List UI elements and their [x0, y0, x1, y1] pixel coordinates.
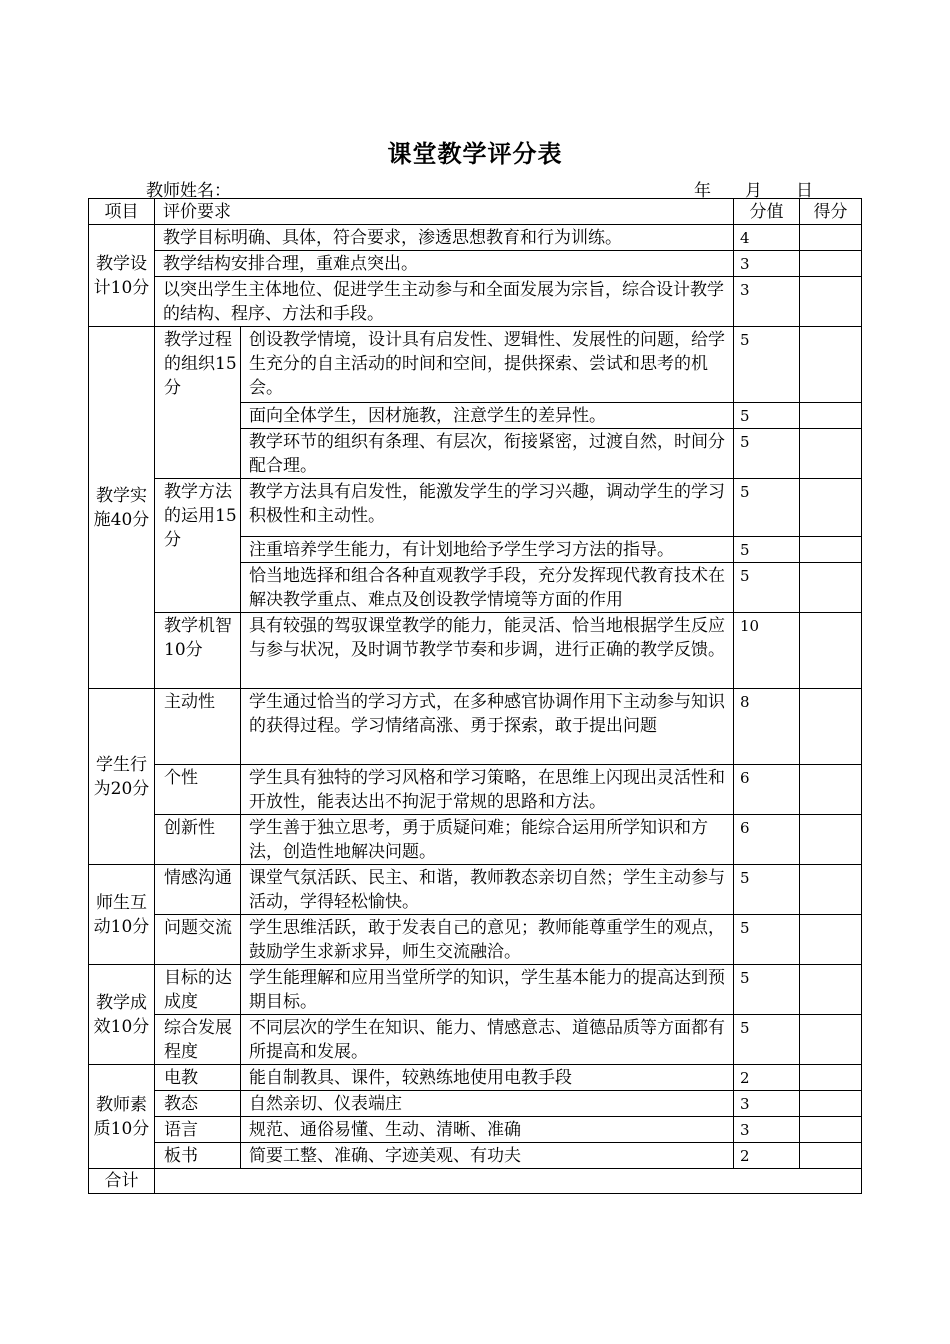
score-input-cell[interactable] — [800, 689, 862, 765]
score-input-cell[interactable] — [800, 765, 862, 815]
category-cell: 师生互动10分 — [89, 865, 155, 965]
max-score-cell: 10 — [734, 613, 800, 689]
score-input-cell[interactable] — [800, 915, 862, 965]
requirement-cell: 自然亲切、仪表端庄 — [241, 1091, 734, 1117]
max-score-cell: 6 — [734, 815, 800, 865]
subcategory-cell: 问题交流 — [155, 915, 241, 965]
requirement-cell: 具有较强的驾驭课堂教学的能力，能灵活、恰当地根据学生反应与参与状况，及时调节教学节奏和步调，进行正确的教学反馈。 — [241, 613, 734, 689]
requirement-cell: 教学目标明确、具体，符合要求，渗透思想教育和行为训练。 — [155, 225, 734, 251]
max-score-cell: 5 — [734, 327, 800, 403]
subcategory-cell: 目标的达成度 — [155, 965, 241, 1015]
category-cell: 教学实施40分 — [89, 327, 155, 689]
requirement-cell: 能自制教具、课件，较熟练地使用电教手段 — [241, 1065, 734, 1091]
subcategory-cell: 教学方法的运用15分 — [155, 479, 241, 613]
max-score-cell: 2 — [734, 1065, 800, 1091]
max-score-cell: 3 — [734, 1091, 800, 1117]
score-input-cell[interactable] — [800, 327, 862, 403]
table-row — [89, 915, 862, 965]
max-score-cell: 5 — [734, 479, 800, 537]
score-input-cell[interactable] — [800, 277, 862, 327]
subcategory-cell: 语言 — [155, 1117, 241, 1143]
requirement-cell: 教学环节的组织有条理、有层次，衔接紧密，过渡自然，时间分配合理。 — [241, 429, 734, 479]
max-score-cell: 6 — [734, 765, 800, 815]
category-cell: 教学设计10分 — [89, 225, 155, 327]
score-input-cell[interactable] — [800, 251, 862, 277]
table-row — [89, 1065, 862, 1091]
total-row — [89, 1169, 862, 1194]
subcategory-cell: 综合发展程度 — [155, 1015, 241, 1065]
table-row — [89, 765, 862, 815]
category-cell: 教师素质10分 — [89, 1065, 155, 1169]
total-input-cell[interactable] — [155, 1169, 862, 1194]
evaluation-table — [88, 198, 862, 1194]
max-score-cell: 3 — [734, 277, 800, 327]
requirement-cell: 学生具有独特的学习风格和学习策略，在思维上闪现出灵活性和开放性，能表达出不拘泥于常规的思路和方法。 — [241, 765, 734, 815]
subcategory-cell: 教态 — [155, 1091, 241, 1117]
score-input-cell[interactable] — [800, 225, 862, 251]
score-input-cell[interactable] — [800, 965, 862, 1015]
subcategory-cell: 教学过程的组织15分 — [155, 327, 241, 479]
table-row — [89, 225, 862, 251]
score-input-cell[interactable] — [800, 1091, 862, 1117]
table-row — [89, 1143, 862, 1169]
score-input-cell[interactable] — [800, 1117, 862, 1143]
date-label: 年 月 日 — [694, 181, 813, 201]
requirement-cell: 学生通过恰当的学习方式，在多种感官协调作用下主动参与知识的获得过程。学习情绪高涨、勇于探索，敢于提出问题 — [241, 689, 734, 765]
requirement-cell: 以突出学生主体地位、促进学生主动参与和全面发展为宗旨，综合设计教学的结构、程序、方法和手段。 — [155, 277, 734, 327]
subcategory-cell: 情感沟通 — [155, 865, 241, 915]
table-row — [89, 689, 862, 765]
max-score-cell: 3 — [734, 251, 800, 277]
total-label: 合计 — [89, 1169, 155, 1194]
score-input-cell[interactable] — [800, 479, 862, 537]
max-score-cell: 5 — [734, 537, 800, 563]
table-row — [89, 1015, 862, 1065]
requirement-cell: 规范、通俗易懂、生动、清晰、准确 — [241, 1117, 734, 1143]
table-row — [89, 277, 862, 327]
requirement-cell: 创设教学情境，设计具有启发性、逻辑性、发展性的问题，给学生充分的自主活动的时间和空间，提供探索、尝试和思考的机会。 — [241, 327, 734, 403]
score-input-cell[interactable] — [800, 815, 862, 865]
max-score-cell: 2 — [734, 1143, 800, 1169]
page-title: 课堂教学评分表 — [387, 139, 563, 168]
table-row — [89, 327, 862, 403]
requirement-cell: 学生善于独立思考，勇于质疑问难；能综合运用所学知识和方法，创造性地解决问题。 — [241, 815, 734, 865]
score-input-cell[interactable] — [800, 563, 862, 613]
requirement-cell: 教学结构安排合理，重难点突出。 — [155, 251, 734, 277]
header-score: 得分 — [800, 199, 862, 225]
max-score-cell: 5 — [734, 965, 800, 1015]
table-row — [89, 815, 862, 865]
subcategory-cell: 板书 — [155, 1143, 241, 1169]
requirement-cell: 学生能理解和应用当堂所学的知识，学生基本能力的提高达到预期目标。 — [241, 965, 734, 1015]
table-header-row — [89, 199, 862, 225]
max-score-cell: 3 — [734, 1117, 800, 1143]
max-score-cell: 5 — [734, 563, 800, 613]
requirement-cell: 学生思维活跃，敢于发表自己的意见；教师能尊重学生的观点，鼓励学生求新求异，师生交流融洽。 — [241, 915, 734, 965]
requirement-cell: 注重培养学生能力，有计划地给予学生学习方法的指导。 — [241, 537, 734, 563]
requirement-cell: 课堂气氛活跃、民主、和谐，教师教态亲切自然；学生主动参与活动，学得轻松愉快。 — [241, 865, 734, 915]
requirement-cell: 教学方法具有启发性，能激发学生的学习兴趣，调动学生的学习积极性和主动性。 — [241, 479, 734, 537]
score-input-cell[interactable] — [800, 537, 862, 563]
subcategory-cell: 电教 — [155, 1065, 241, 1091]
max-score-cell: 5 — [734, 403, 800, 429]
requirement-cell: 简要工整、准确、字迹美观、有功夫 — [241, 1143, 734, 1169]
max-score-cell: 5 — [734, 915, 800, 965]
max-score-cell: 5 — [734, 429, 800, 479]
max-score-cell: 5 — [734, 865, 800, 915]
max-score-cell: 4 — [734, 225, 800, 251]
requirement-cell: 恰当地选择和组合各种直观教学手段，充分发挥现代教育技术在解决教学重点、难点及创设教学情境等方面的作用 — [241, 563, 734, 613]
subcategory-cell: 创新性 — [155, 815, 241, 865]
subcategory-cell: 教学机智10分 — [155, 613, 241, 689]
score-input-cell[interactable] — [800, 429, 862, 479]
table-row — [89, 1117, 862, 1143]
score-input-cell[interactable] — [800, 1065, 862, 1091]
header-requirement: 评价要求 — [155, 199, 734, 225]
max-score-cell: 5 — [734, 1015, 800, 1065]
score-input-cell[interactable] — [800, 865, 862, 915]
table-row — [89, 865, 862, 915]
table-row — [89, 965, 862, 1015]
table-row — [89, 479, 862, 537]
category-cell: 教学成效10分 — [89, 965, 155, 1065]
form-info-line — [88, 176, 860, 201]
table-row — [89, 613, 862, 689]
table-row — [89, 251, 862, 277]
subcategory-cell: 主动性 — [155, 689, 241, 765]
header-max-score: 分值 — [734, 199, 800, 225]
subcategory-cell: 个性 — [155, 765, 241, 815]
score-input-cell[interactable] — [800, 1015, 862, 1065]
score-input-cell[interactable] — [800, 1143, 862, 1169]
requirement-cell: 面向全体学生，因材施教，注意学生的差异性。 — [241, 403, 734, 429]
max-score-cell: 8 — [734, 689, 800, 765]
score-input-cell[interactable] — [800, 613, 862, 689]
requirement-cell: 不同层次的学生在知识、能力、情感意志、道德品质等方面都有所提高和发展。 — [241, 1015, 734, 1065]
header-item: 项目 — [89, 199, 155, 225]
score-input-cell[interactable] — [800, 403, 862, 429]
table-row — [89, 1091, 862, 1117]
teacher-name-label: 教师姓名： — [146, 181, 231, 201]
category-cell: 学生行为20分 — [89, 689, 155, 865]
